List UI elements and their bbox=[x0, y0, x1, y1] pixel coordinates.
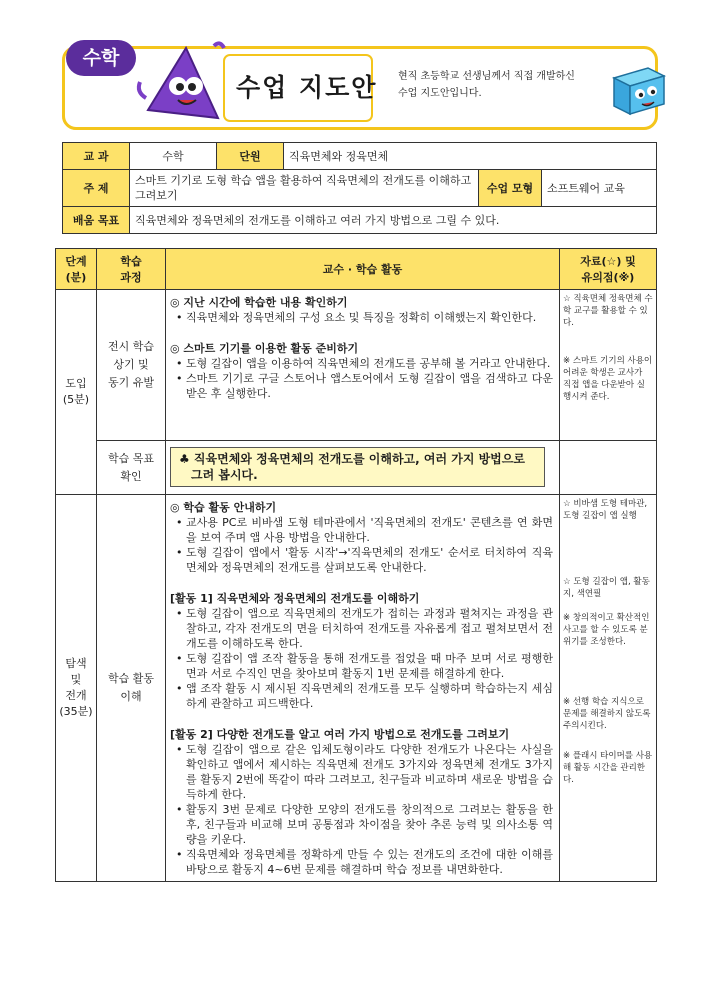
col-materials: 자료(☆) 및 유의점(※) bbox=[560, 249, 657, 290]
unit-label: 단원 bbox=[217, 143, 284, 170]
topic-label: 주 제 bbox=[63, 170, 130, 207]
unit-value: 직육면체와 정육면체 bbox=[284, 143, 657, 170]
lesson-info-table bbox=[62, 142, 657, 234]
material-note: ※ 플래시 타이머를 사용해 활동 시간을 관리한다. bbox=[563, 751, 653, 785]
material-note: ☆ 도형 길잡이 앱, 활동지, 색연필 bbox=[563, 577, 650, 599]
material-note: ※ 선행 학습 지식으로 문제를 해결하지 않도록 주의시킨다. bbox=[563, 697, 651, 731]
intro-stage: 도입 (5분) bbox=[56, 290, 97, 495]
intro-heading-1: ◎ 지난 시간에 학습한 내용 확인하기 bbox=[170, 296, 348, 309]
list-item: • 도형 길잡이 앱으로 직육면체의 전개도가 접히는 과정과 펼쳐지는 과정을 관찰하고, 각자 전개도의 면을 터치하여 전개도를 자유롭게 접고 펼쳐보면서 전개도를 이해하도록 한다. bbox=[170, 606, 553, 651]
col-stage: 단계 (분) bbox=[56, 249, 97, 290]
explore-row bbox=[56, 495, 657, 882]
subject-value: 수학 bbox=[130, 143, 217, 170]
description-line-2: 수업 지도안입니다. bbox=[398, 88, 482, 99]
model-label: 수업 모형 bbox=[479, 170, 542, 207]
page-title: 수업 지도안 bbox=[236, 73, 378, 102]
subject-label: 교 과 bbox=[63, 143, 130, 170]
col-process: 학습 과정 bbox=[97, 249, 166, 290]
material-note: ※ 창의적이고 확산적인 사고를 할 수 있도록 분위기를 조성한다. bbox=[563, 613, 650, 647]
material-note: ※ 스마트 기기의 사용이 어려운 학생은 교사가 직접 앱을 다운받아 실행시켜 준다. bbox=[563, 356, 653, 402]
explore-process: 학습 활동 이해 bbox=[97, 495, 166, 882]
learning-goal-box: ♣ 직육면체와 정육면체의 전개도를 이해하고, 여러 가지 방법으로 그려 봅시다. bbox=[170, 447, 545, 487]
list-item: • 앱 조작 활동 시 제시된 직육면체의 전개도를 모두 실행하며 학습하는지 세심하게 관찰하고 피드백한다. bbox=[170, 681, 553, 711]
guide-heading: ◎ 학습 활동 안내하기 bbox=[170, 501, 277, 514]
subject-badge: 수학 bbox=[66, 40, 136, 76]
intro-process-1: 전시 학습 상기 및 동기 유발 bbox=[97, 290, 166, 441]
lesson-plan-table bbox=[55, 248, 657, 882]
list-item: • 직육면체와 정육면체를 정확하게 만들 수 있는 전개도의 조건에 대한 이해를 바탕으로 활동지 4~6번 문제를 해결하며 학습 정보를 내면화한다. bbox=[170, 847, 553, 877]
list-item: • 활동지 3번 문제로 다양한 모양의 전개도를 창의적으로 그려보는 활동을 한 후, 친구들과 비교해 보며 공통점과 차이점을 찾아 추론 능력 및 의사소통 역량을 키운다. bbox=[170, 802, 553, 847]
model-value: 소프트웨어 교육 bbox=[542, 170, 657, 207]
goal-label: 배움 목표 bbox=[63, 207, 130, 234]
material-note: ☆ 비바샘 도형 테마관, 도형 길잡이 앱 실행 bbox=[563, 499, 648, 521]
triangle-mascot-icon bbox=[126, 38, 226, 128]
list-item: • 스마트 기기로 구글 스토어나 앱스토어에서 도형 길잡이 앱을 검색하고 다운받은 후 실행한다. bbox=[170, 371, 553, 401]
intro-row-2 bbox=[56, 441, 657, 495]
description-line-1: 현직 초등학교 선생님께서 직접 개발하신 bbox=[398, 71, 575, 82]
list-item: • 도형 길잡이 앱으로 같은 입체도형이라도 다양한 전개도가 나온다는 사실을 확인하고 앱에서 제시하는 직육면체 전개도 3가지와 정육면체 전개도 3가지를 활동지 2번에 똑같이 따라 그려보고, 친구들과 비교하며 새로운 방법을 습득하게 한다. bbox=[170, 742, 553, 802]
explore-stage: 탐색 및 전개 (35분) bbox=[56, 495, 97, 882]
intro-materials bbox=[560, 290, 657, 441]
list-item: • 도형 길잡이 앱 조작 활동을 통해 전개도를 접었을 때 마주 보며 서로 평행한 면과 서로 수직인 면을 찾아보며 활동지 1번 문제를 해결하게 한다. bbox=[170, 651, 553, 681]
list-item: • 직육면체와 정육면체의 구성 요소 및 특징을 정확히 이해했는지 확인한다. bbox=[170, 310, 553, 325]
explore-materials bbox=[560, 495, 657, 882]
material-note: ☆ 직육면체 정육면체 수학 교구를 활용할 수 있다. bbox=[563, 294, 653, 328]
header-description bbox=[398, 68, 575, 102]
col-activity: 교수 · 학습 활동 bbox=[166, 249, 560, 290]
table-header-row bbox=[56, 249, 657, 290]
list-item: • 도형 길잡이 앱을 이용하여 직육면체의 전개도를 공부해 볼 거라고 안내한다. bbox=[170, 356, 553, 371]
topic-value: 스마트 기기로 도형 학습 앱을 활용하여 직육면체의 전개도를 이해하고 그려보기 bbox=[130, 170, 479, 207]
cube-mascot-icon bbox=[608, 62, 668, 118]
intro-heading-2: ◎ 스마트 기기를 이용한 활동 준비하기 bbox=[170, 342, 359, 355]
intro-process-2: 학습 목표 확인 bbox=[97, 441, 166, 495]
activity-2-heading: [활동 2] 다양한 전개도를 알고 여러 가지 방법으로 전개도를 그려보기 bbox=[170, 728, 510, 741]
list-item: • 교사용 PC로 비바샘 도형 테마관에서 '직육면체의 전개도' 콘텐츠를 연 화면을 보여 주며 앱 사용 방법을 안내한다. bbox=[170, 515, 553, 545]
explore-activities bbox=[166, 495, 560, 882]
empty-materials bbox=[560, 441, 657, 495]
goal-cell bbox=[166, 441, 560, 495]
activity-1-heading: [활동 1] 직육면체와 정육면체의 전개도를 이해하기 bbox=[170, 592, 420, 605]
intro-activities bbox=[166, 290, 560, 441]
list-item: • 도형 길잡이 앱에서 '활동 시작'→'직육면체의 전개도' 순서로 터치하여 직육면체와 정육면체의 전개도를 살펴보도록 안내한다. bbox=[170, 545, 553, 575]
goal-value: 직육면체와 정육면체의 전개도를 이해하고 여러 가지 방법으로 그릴 수 있다. bbox=[130, 207, 657, 234]
intro-row-1 bbox=[56, 290, 657, 441]
